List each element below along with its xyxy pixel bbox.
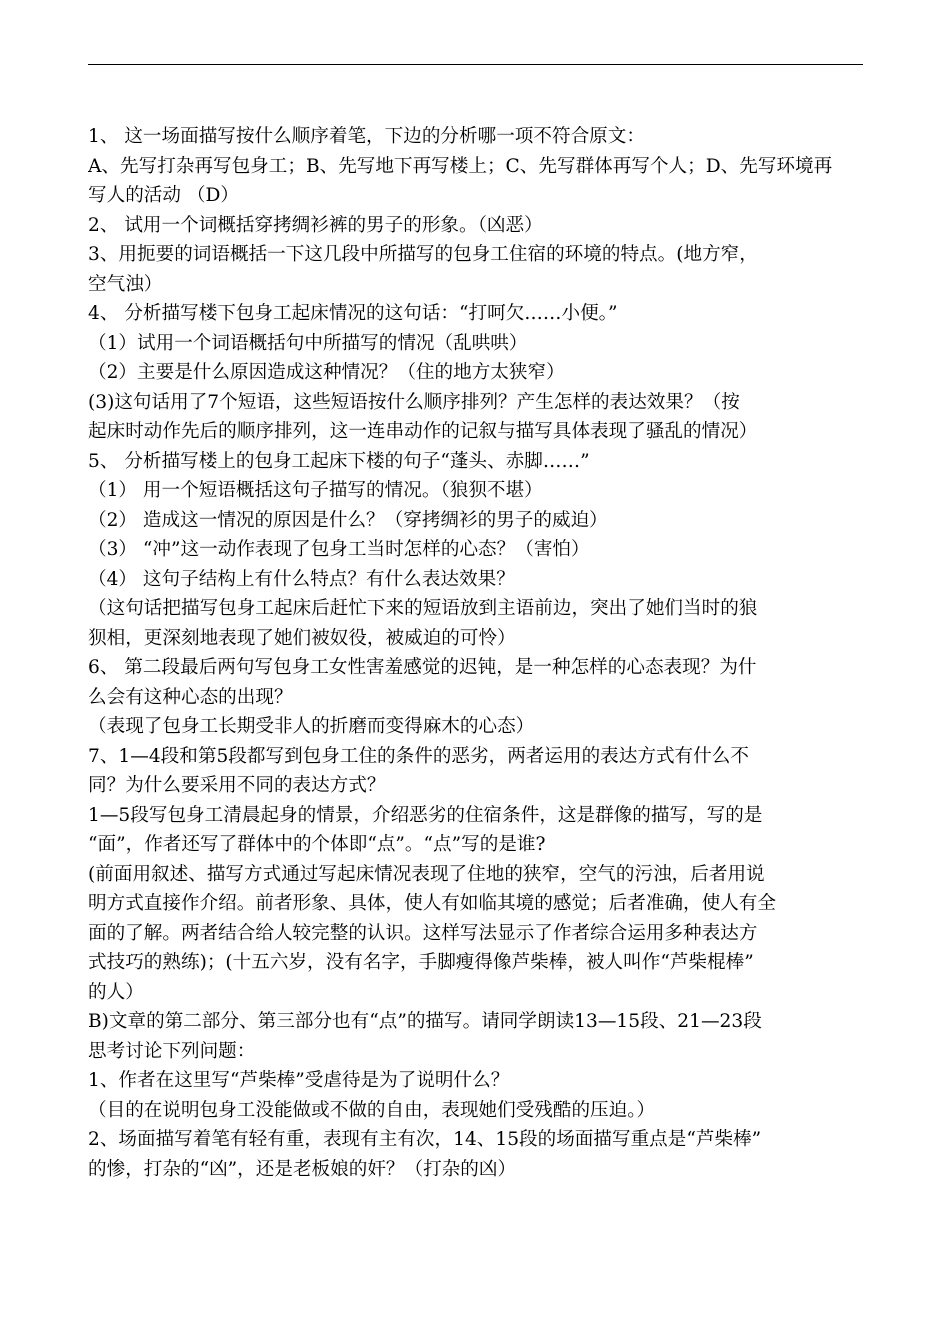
text-line: 思考讨论下列问题： xyxy=(88,1040,256,1062)
text-line: （3） “冲”这一动作表现了包身工当时怎样的心态？（害怕） xyxy=(88,539,590,560)
text-line: 5、 分析描写楼上的包身工起床下楼的句子“蓬头、赤脚……” xyxy=(88,450,590,472)
text-line: （2） 造成这一情况的原因是什么？（穿拷绸衫的男子的威迫） xyxy=(88,509,608,531)
text-line: 写人的活动 （D） xyxy=(88,185,239,206)
text-line: 7、1—4段和第5段都写到包身工住的条件的恶劣，两者运用的表达方式有什么不 xyxy=(88,745,749,767)
text-line: 的惨，打杂的“凶”，还是老板娘的奸？（打杂的凶） xyxy=(88,1158,517,1180)
text-line: 的人） xyxy=(88,981,144,1003)
text-line: （目的在说明包身工没能做或不做的自由，表现她们受残酷的压迫。） xyxy=(88,1099,656,1121)
text-line: 6、 第二段最后两句写包身工女性害羞感觉的迟钝，是一种怎样的心态表现？为什 xyxy=(88,657,757,678)
document-body xyxy=(88,122,868,1184)
text-line: 起床时动作先后的顺序排列，这一连串动作的记叙与描写具体表现了骚乱的情况） xyxy=(88,421,758,442)
text-line: “面”，作者还写了群体中的个体即“点”。“点”写的是谁? xyxy=(88,834,546,855)
text-line: 1—5段写包身工清晨起身的情景，介绍恶劣的住宿条件，这是群像的描写，写的是 xyxy=(88,804,763,826)
text-line: （4） 这句子结构上有什么特点？有什么表达效果？ xyxy=(88,568,515,590)
text-line: 1、 这一场面描写按什么顺序着笔，下边的分析哪一项不符合原文： xyxy=(88,126,645,147)
text-line: 面的了解。两者结合给人较完整的认识。这样写法显示了作者综合运用多种表达方 xyxy=(88,922,758,944)
text-line: 同？为什么要采用不同的表达方式？ xyxy=(88,775,386,796)
text-line: （表现了包身工长期受非人的折磨而变得麻木的心态） xyxy=(88,716,535,737)
text-line: (前面用叙述、描写方式通过写起床情况表现了住地的狭窄，空气的污浊，后者用说 xyxy=(88,863,765,885)
text-line: （1）试用一个词语概括句中所描写的情况（乱哄哄） xyxy=(88,332,528,354)
text-line: 2、 试用一个词概括穿拷绸衫裤的男子的形象。（凶恶） xyxy=(88,214,543,236)
text-line: 空气浊） xyxy=(88,273,163,295)
text-line: (3)这句话用了7个短语，这些短语按什么顺序排列？产生怎样的表达效果？（按 xyxy=(88,391,740,413)
text-line: 式技巧的熟练)；(十五六岁，没有名字，手脚瘦得像芦柴棒，被人叫作“芦柴棍棒” xyxy=(88,952,754,973)
text-line: B)文章的第二部分、第三部分也有“点”的描写。请同学朗读13—15段、21—23段 xyxy=(88,1011,762,1032)
text-line: （2）主要是什么原因造成这种情况？（住的地方太狭窄） xyxy=(88,362,565,383)
text-line: （1） 用一个短语概括这句子描写的情况。（狼狈不堪） xyxy=(88,480,543,501)
text-line: （这句话把描写包身工起床后赶忙下来的短语放到主语前边，突出了她们当时的狼 xyxy=(88,598,758,619)
text-line: 4、 分析描写楼下包身工起床情况的这句话：“打呵欠……小便。” xyxy=(88,303,618,324)
text-line: 3、用扼要的词语概括一下这几段中所描写的包身工住宿的环境的特点。(地方窄， xyxy=(88,244,758,265)
text-line: 狈相，更深刻地表现了她们被奴役，被威迫的可怜） xyxy=(88,627,516,649)
text-line: 明方式直接作介绍。前者形象、具体，使人有如临其境的感觉；后者准确，使人有全 xyxy=(88,893,776,914)
header-rule xyxy=(88,64,863,65)
text-line: 2、场面描写着笔有轻有重，表现有主有次，14、15段的场面描写重点是“芦柴棒” xyxy=(88,1129,762,1150)
text-line: A、先写打杂再写包身工；B、先写地下再写楼上；C、先写群体再写个人；D、先写环境再 xyxy=(88,155,833,177)
text-line: 1、作者在这里写“芦柴棒”受虐待是为了说明什么？ xyxy=(88,1070,510,1091)
text-line: 么会有这种心态的出现？ xyxy=(88,686,293,708)
